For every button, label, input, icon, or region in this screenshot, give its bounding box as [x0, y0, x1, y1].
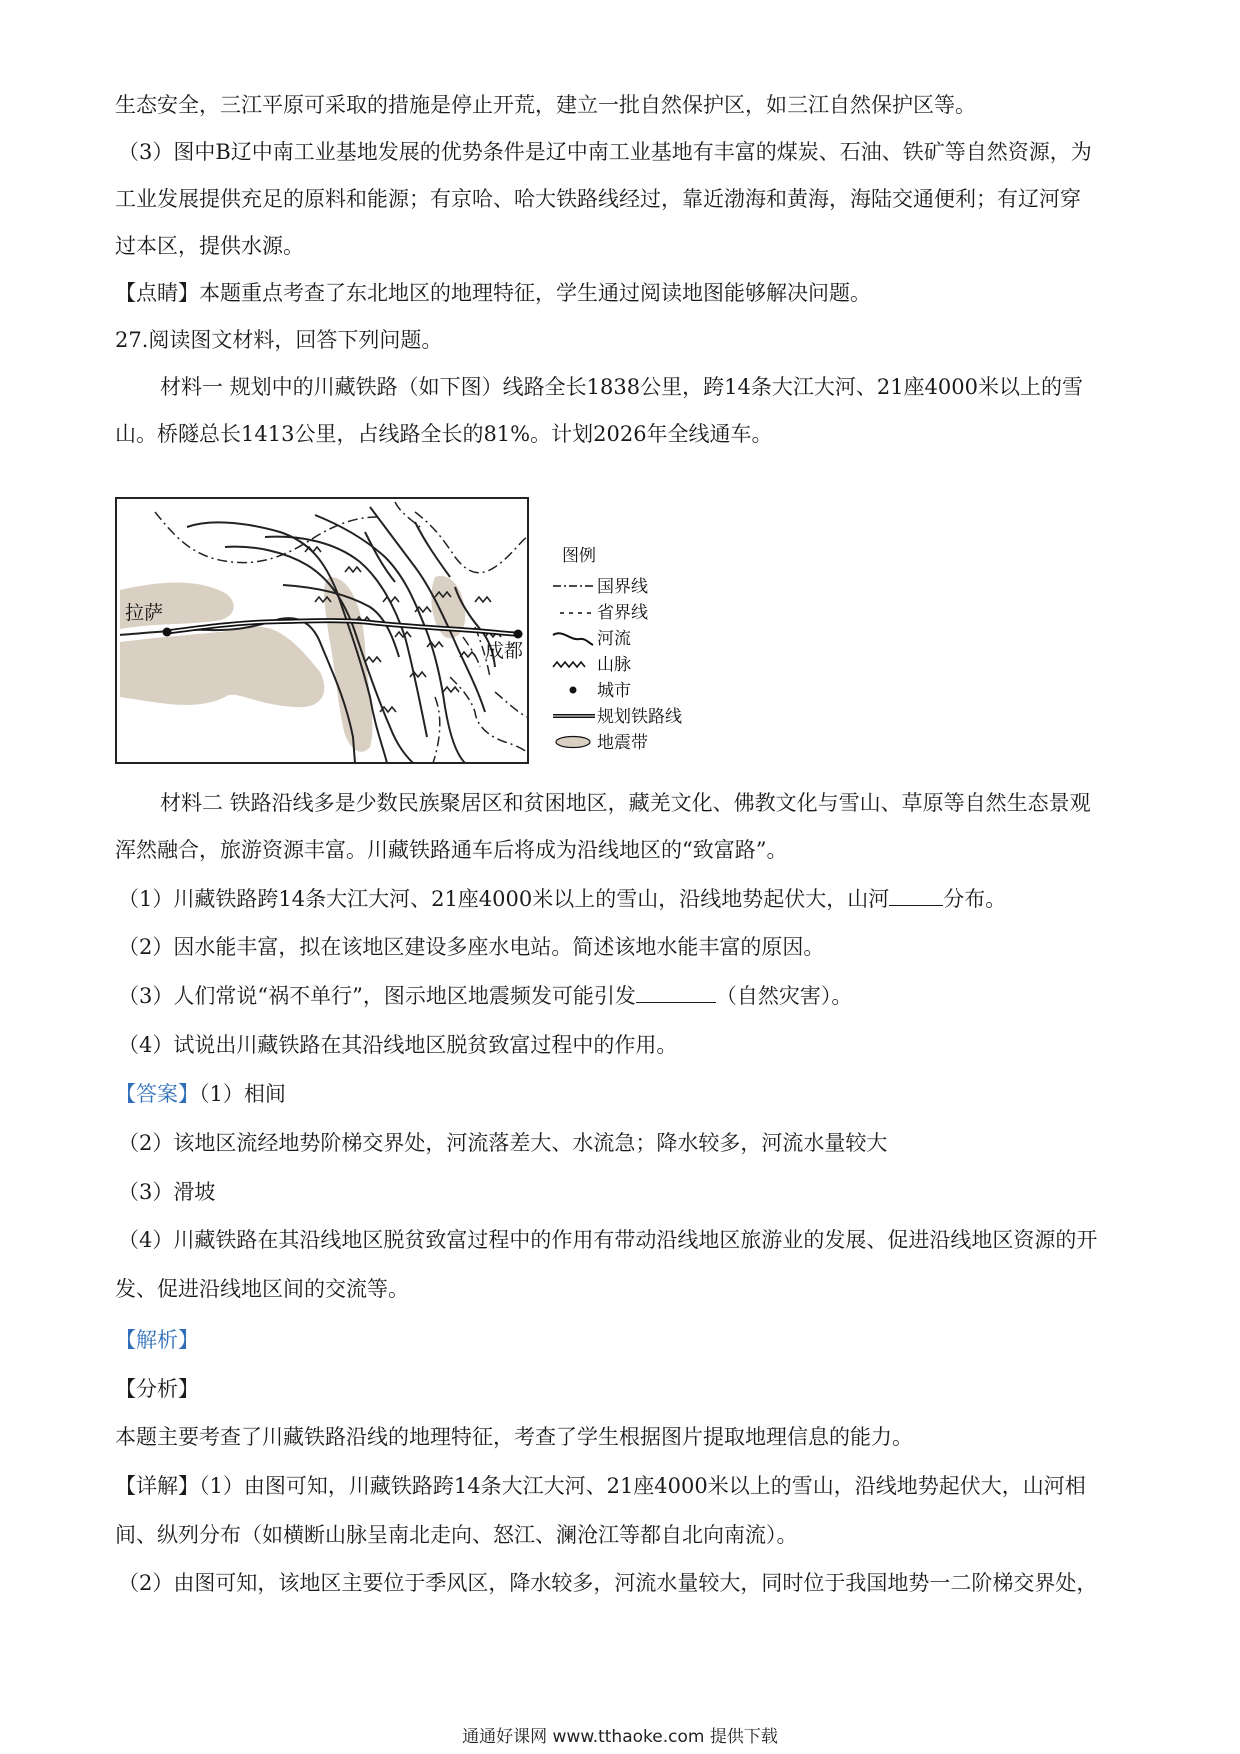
- legend-label: 山脉: [597, 655, 631, 675]
- analysis-line: 本题主要考查了川藏铁路沿线的地理特征，考查了学生根据图片提取地理信息的能力。: [115, 1425, 913, 1449]
- text-line: [115, 278, 1125, 308]
- sichuan-tibet-railway-map: [115, 497, 800, 765]
- jiexi-heading: 【解析】: [115, 1328, 199, 1352]
- map-legend: [553, 546, 682, 753]
- legend-label: 河流: [597, 629, 631, 649]
- legend-label: 城市: [597, 681, 631, 701]
- legend-title: 图例: [562, 546, 596, 566]
- answer-line: （2）该地区流经地势阶梯交界处，河流落差大、水流急；降水较多，河流水量较大: [118, 1131, 888, 1155]
- question-1: （1）川藏铁路跨14条大江大河、21座4000米以上的雪山，沿线地势起伏大，山河 分布。: [118, 887, 1007, 911]
- answer-line: 【答案】（1）相间: [115, 1082, 286, 1106]
- text-line: 过本区，提供水源。: [115, 234, 304, 258]
- question-heading: 27.阅读图文材料，回答下列问题。: [115, 328, 443, 352]
- detail-line: （2）由图可知，该地区主要位于季风区，降水较多，河流水量较大，同时位于我国地势一二阶梯交界处，: [118, 1571, 1098, 1595]
- text-line: 工业发展提供充足的原料和能源；有京哈、哈大铁路线经过，靠近渤海和黄海，海陆交通便利；有辽河穿: [115, 187, 1081, 211]
- legend-label: 省界线: [597, 603, 648, 623]
- answer-blank: [636, 984, 716, 1003]
- text-line: （3）图中B辽中南工业基地发展的优势条件是辽中南工业基地有丰富的煤炭、石油、铁矿等自然资源，为: [118, 140, 1092, 164]
- legend-label: 地震带: [597, 733, 648, 753]
- legend-symbol-city: [570, 687, 577, 694]
- detail-tag: 【详解】: [115, 1474, 199, 1498]
- material-line: 材料二 铁路沿线多是少数民族聚居区和贫困地区，藏羌文化、佛教文化与雪山、草原等自然生态景观: [160, 791, 1091, 815]
- legend-symbol-mountain: [553, 662, 585, 667]
- legend-symbol-river: [553, 633, 593, 645]
- material-line: 山。桥隧总长1413公里，占线路全长的81%。计划2026年全线通车。: [115, 422, 773, 446]
- answer-line: 发、促进沿线地区间的交流等。: [115, 1277, 409, 1301]
- dianjing-tag: 【点睛】: [115, 281, 199, 305]
- legend-label: 规划铁路线: [597, 707, 682, 727]
- question-4: （4）试说出川藏铁路在其沿线地区脱贫致富过程中的作用。: [118, 1033, 678, 1057]
- answer-line: （3）滑坡: [118, 1180, 216, 1204]
- detail-line: 【详解】（1）由图可知，川藏铁路跨14条大江大河、21座4000米以上的雪山，沿线地势起伏大，山河相: [115, 1474, 1086, 1498]
- city-dot-lhasa: [163, 628, 172, 637]
- city-dot-chengdu: [514, 630, 523, 639]
- legend-label: 国界线: [597, 577, 648, 597]
- text-line: 生态安全，三江平原可采取的措施是停止开荒，建立一批自然保护区，如三江自然保护区等。: [115, 93, 976, 117]
- material-line: 材料一 规划中的川藏铁路（如下图）线路全长1838公里，跨14条大江大河、21座4000米以上的雪: [160, 375, 1084, 399]
- material-line: 浑然融合，旅游资源丰富。川藏铁路通车后将成为沿线地区的“致富路”。: [115, 838, 788, 862]
- question-3: （3）人们常说“祸不单行”，图示地区地震频发可能引发 （自然灾害）。: [118, 984, 853, 1008]
- answer-line: （4）川藏铁路在其沿线地区脱贫致富过程中的作用有带动沿线地区旅游业的发展、促进沿线地区资源的开: [118, 1228, 1098, 1252]
- city-label-chengdu: 成都: [485, 640, 524, 662]
- dianjing-text: 本题重点考查了东北地区的地理特征，学生通过阅读地图能够解决问题。: [199, 281, 871, 305]
- answer-tag: 【答案】: [115, 1082, 199, 1106]
- legend-symbol-earthquake-belt: [556, 737, 590, 748]
- fenxi-heading: 【分析】: [115, 1377, 199, 1401]
- detail-line: 间、纵列分布（如横断山脉呈南北走向、怒江、澜沧江等都自北向南流）。: [115, 1523, 798, 1547]
- page-footer: 通通好课网 www.tthaoke.com 提供下载: [462, 1727, 778, 1747]
- city-label-lhasa: 拉萨: [125, 602, 164, 624]
- answer-blank: [889, 887, 943, 906]
- question-2: （2）因水能丰富，拟在该地区建设多座水电站。简述该地水能丰富的原因。: [118, 935, 825, 959]
